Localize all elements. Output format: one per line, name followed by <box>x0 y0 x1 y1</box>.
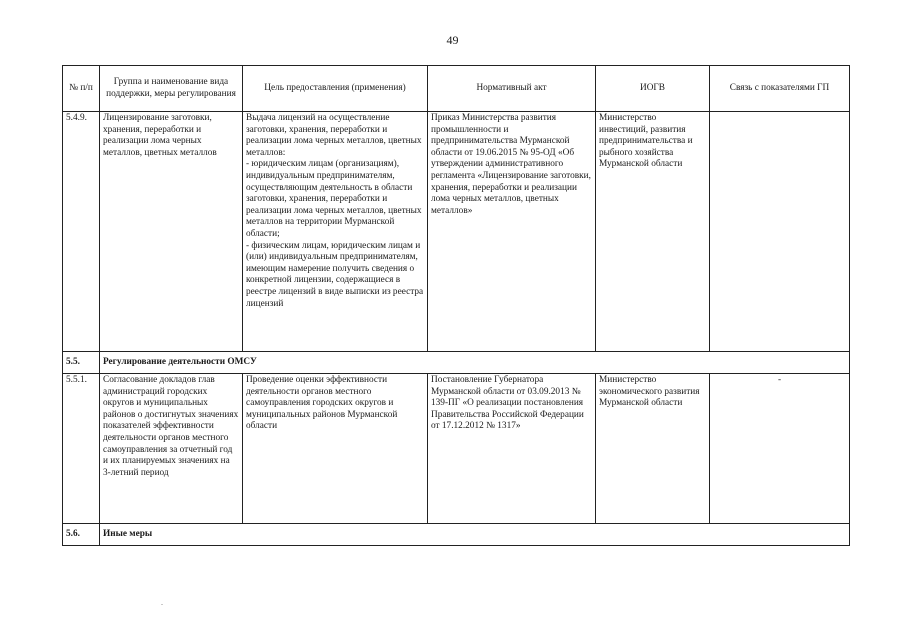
header-link: Связь с показателями ГП <box>710 66 850 112</box>
cell-purpose: Проведение оценки эффективности деятельности органов местного самоуправления городских округов и муниципальных районов Мурманской области <box>243 374 428 524</box>
cell-act: Приказ Министерства развития промышленности и предпринимательства Мурманской области от 19.06.2015 № 95-ОД «Об утверждении административного регламента «Лицензирование заготовки, хранения, переработки и реализации лома черных металлов, цветных металлов» <box>428 112 596 352</box>
section-row-5-6 <box>63 524 850 546</box>
cell-num: 5.4.9. <box>63 112 100 352</box>
section-title: Иные меры <box>100 524 850 546</box>
table-header-row <box>63 66 850 112</box>
header-num: № п/п <box>63 66 100 112</box>
table-row-5-5-1 <box>63 374 850 524</box>
header-group: Группа и наименование вида поддержки, меры регулирования <box>100 66 243 112</box>
cell-link <box>710 112 850 352</box>
section-num: 5.6. <box>63 524 100 546</box>
header-iogv: ИОГВ <box>596 66 710 112</box>
table-row-5-4-9 <box>63 112 850 352</box>
section-row-5-5 <box>63 352 850 374</box>
page-number: 49 <box>446 33 459 47</box>
scan-mark: . <box>161 598 163 607</box>
header-act: Нормативный акт <box>428 66 596 112</box>
cell-group: Лицензирование заготовки, хранения, переработки и реализации лома черных металлов, цветных металлов <box>100 112 243 352</box>
cell-purpose: Выдача лицензий на осуществление заготовки, хранения, переработки и реализации лома черных металлов, цветных металлов: - юридическим лицам (организациям), индивидуальным предпринимателям, осуществляющим деятельность в области заготовки, хранения, переработки и реализации лома черных металлов, цветных металлов на территории Мурманской области; - физическим лицам, юридическим лицам и (или) индивидуальным предпринимателям, имеющим намерение получить сведения о конкретной лицензии, содержащиеся в реестре лицензий в виде выписки из реестра лицензий <box>243 112 428 352</box>
support-measures-table <box>62 65 850 546</box>
section-num: 5.5. <box>63 352 100 374</box>
section-title: Регулирование деятельности ОМСУ <box>100 352 850 374</box>
cell-act: Постановление Губернатора Мурманской области от 03.09.2013 № 139-ПГ «О реализации постановления Правительства Российской Федерации от 17.12.2012 № 1317» <box>428 374 596 524</box>
cell-iogv: Министерство экономического развития Мурманской области <box>596 374 710 524</box>
cell-group: Согласование докладов глав администраций городских округов и муниципальных районов о достигнутых значениях показателей эффективности деятельности органов местного самоуправления за отчетный год и их планируемых значениях на 3-летний период <box>100 374 243 524</box>
header-purpose: Цель предоставления (применения) <box>243 66 428 112</box>
cell-link: - <box>710 374 850 524</box>
cell-iogv: Министерство инвестиций, развития предпринимательства и рыбного хозяйства Мурманской области <box>596 112 710 352</box>
cell-num: 5.5.1. <box>63 374 100 524</box>
